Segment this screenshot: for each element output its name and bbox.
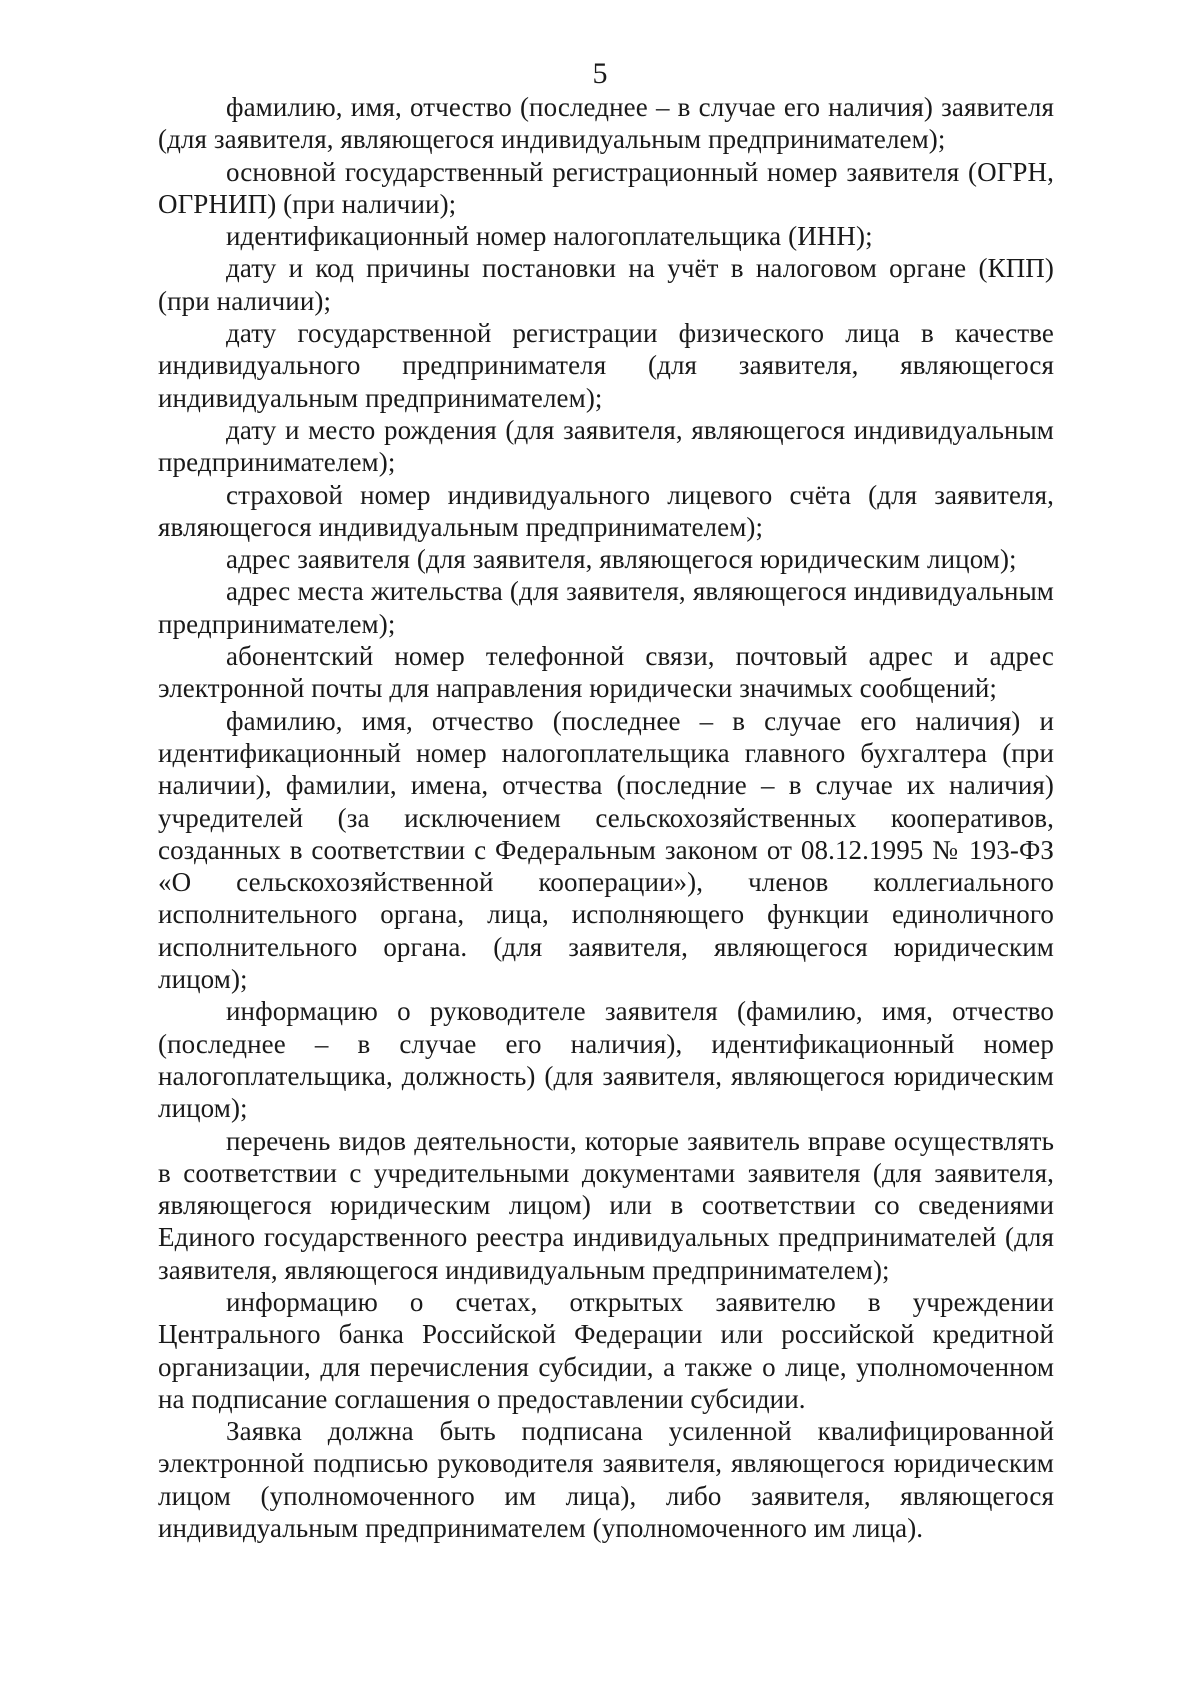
paragraph-legal-address: адрес заявителя (для заявителя, являющегося юридическим лицом); (226, 544, 1017, 575)
paragraph-activities: перечень видов деятельности, которые заявитель вправе осуществлять в соответствии с учредительными документами заявителя (для заявителя, являющегося юридическим лицом) или в соответствии со сведениями Единого государственного реестра индивидуальных предпринимателей (для заявителя, являющегося индивидуальным предпринимателем); (158, 1125, 1054, 1285)
paragraph-birth-date-place: дату и место рождения (для заявителя, являющегося индивидуальным предпринимателем); (158, 414, 1054, 478)
page-number: 5 (592, 57, 608, 90)
paragraph-contacts: абонентский номер телефонной связи, почтовый адрес и адрес электронной почты для направления юридически значимых сообщений; (158, 641, 1054, 704)
paragraph-snils: страховой номер индивидуального лицевого счёта (для заявителя, являющегося индивидуальным предпринимателем); (158, 479, 1054, 542)
document-body (158, 91, 1054, 1544)
paragraph-accountant-founders: фамилию, имя, отчество (последнее – в случае его наличия) и идентификационный номер налогоплательщика главного бухгалтера (при наличии), фамилии, имена, отчества (последние – в случае их наличия) учредителей (за исключением сельскохозяйственных кооперативов, созданных в соответствии с Федеральным законом от 08.12.1995 № 193-ФЗ «О сельскохозяйственной кооперации»), членов коллегиального исполнительного органа, лица, исполняющего функции единоличного исполнительного органа. (для заявителя, являющегося юридическим лицом); (158, 705, 1054, 995)
paragraph-director-info: информацию о руководителе заявителя (фамилию, имя, отчество (последнее – в случае его наличия), идентификационный номер налогоплательщика, должность) (для заявителя, являющегося юридическим лицом); (158, 996, 1054, 1124)
paragraph-ogrn: основной государственный регистрационный номер заявителя (ОГРН, ОГРНИП) (при наличии); (158, 156, 1054, 219)
paragraph-inn: идентификационный номер налогоплательщика (ИНН); (226, 221, 873, 252)
paragraph-signature-requirement: Заявка должна быть подписана усиленной квалифицированной электронной подписью руководителя заявителя, являющегося юридическим лицом (уполномоченного им лица), либо заявителя, являющегося индивидуальным предпринимателем (уполномоченного им лица). (158, 1416, 1054, 1544)
paragraph-applicant-name: фамилию, имя, отчество (последнее – в случае его наличия) заявителя (для заявителя, являющегося индивидуальным предпринимателем); (158, 92, 1054, 155)
paragraph-bank-accounts: информацию о счетах, открытых заявителю в учреждении Центрального банка Российской Федерации или российской кредитной организации, для перечисления субсидии, а также о лице, уполномоченном на подписание соглашения о предоставлении субсидии. (158, 1286, 1054, 1414)
paragraph-registration-date: дату государственной регистрации физического лица в качестве индивидуального предпринимателя (для заявителя, являющегося индивидуальным предпринимателем); (158, 318, 1054, 413)
paragraph-residence-address: адрес места жительства (для заявителя, являющегося индивидуальным предпринимателем); (158, 576, 1054, 639)
paragraph-kpp: дату и код причины постановки на учёт в налоговом органе (КПП) (при наличии); (158, 253, 1054, 316)
